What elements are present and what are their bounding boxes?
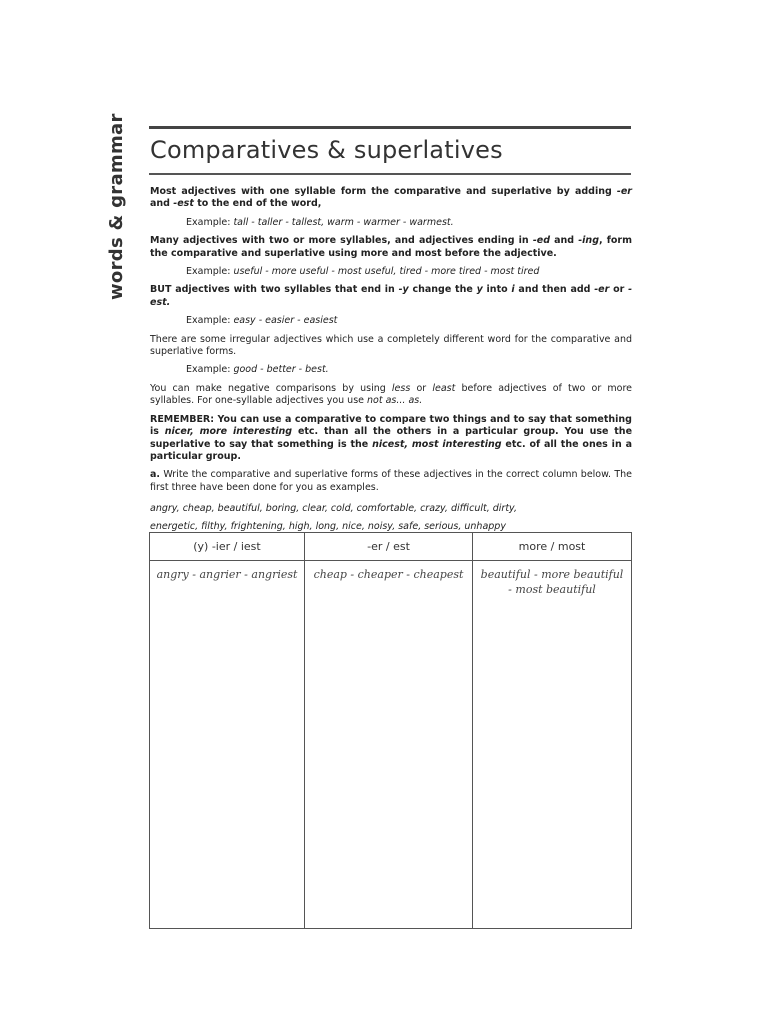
rule-paragraph-2: Many adjectives with two or more syllables, and adjectives ending in -ed and -ing, form the comparative and superlative using more and most before the adjective.: [150, 235, 632, 259]
example-1: Example: tall - taller - tallest, warm - warmer - warmest.: [186, 216, 454, 228]
instructions: [150, 186, 632, 542]
rule-paragraph-3: BUT adjectives with two syllables that end in -y change the y into i and then add -er or -est.: [150, 284, 633, 308]
table-row: [150, 561, 632, 929]
rule-paragraph-5: You can make negative comparisons by using less or least before adjectives of two or more syllables. For one-syllable adjectives you use not as... as.: [150, 382, 632, 407]
answer-cell-more-most[interactable]: beautiful - more beautiful - most beautiful: [473, 561, 632, 929]
column-header-more-most: more / most: [473, 533, 632, 561]
title-rule: [149, 173, 631, 175]
answer-table: [149, 532, 632, 929]
remember-paragraph: REMEMBER: You can use a comparative to compare two things and to say that something is nicer, more interesting etc. than all the others in a particular group. You use the superlative to say that something is the nicest, most interesting etc. of all the ones in a particular group.: [150, 413, 633, 462]
exercise-instruction: a. Write the comparative and superlative forms of these adjectives in the correct column below. The first three have been done for you as examples.: [150, 469, 632, 493]
page-title: Comparatives & superlatives: [150, 136, 503, 164]
word-bank: angry, cheap, beautiful, boring, clear, cold, comfortable, crazy, difficult, dirty, energetic, filthy, frightening, high, long, nice, noisy, safe, serious, unhappy: [150, 503, 517, 533]
rule-paragraph-1: Most adjectives with one syllable form the comparative and superlative by adding -er and -est to the end of the word,: [150, 186, 632, 210]
example-3: Example: easy - easier - easiest: [186, 315, 338, 327]
side-label: words & grammar: [106, 113, 127, 300]
rule-paragraph-4: There are some irregular adjectives which use a completely different word for the comparative and superlative forms.: [150, 333, 632, 358]
column-header-ier-iest: (y) -ier / iest: [150, 533, 305, 561]
example-2: Example: useful - more useful - most useful, tired - more tired - most tired: [186, 266, 540, 278]
answer-cell-er-est[interactable]: cheap - cheaper - cheapest: [305, 561, 473, 929]
column-header-er-est: -er / est: [305, 533, 473, 561]
example-4: Example: good - better - best.: [186, 364, 329, 376]
top-rule: [149, 126, 631, 129]
table-header-row: [150, 533, 632, 561]
answer-cell-ier-iest[interactable]: angry - angrier - angriest: [150, 561, 305, 929]
